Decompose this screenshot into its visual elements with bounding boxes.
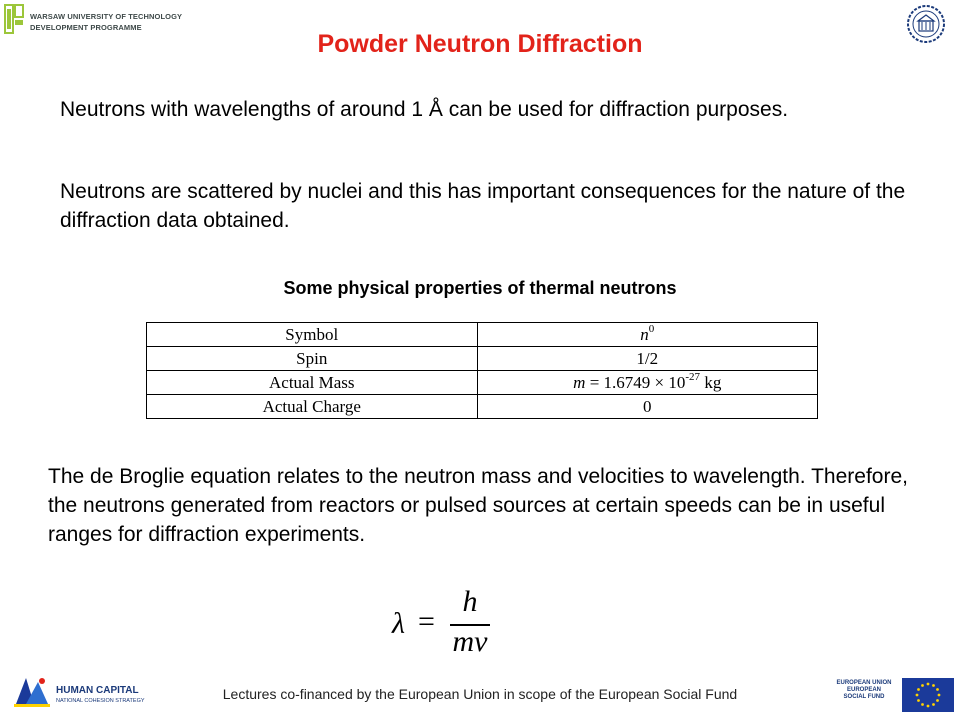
mass-unit: kg: [700, 372, 722, 392]
human-capital-logo: [12, 672, 152, 712]
eu-flag-icon: [902, 678, 954, 712]
paragraph-scattering: Neutrons are scattered by nuclei and this has important consequences for the nature of the diffraction data obtained.: [60, 180, 906, 232]
wut-logo-line2: DEVELOPMENT PROGRAMME: [30, 23, 142, 32]
table-title: Some physical properties of thermal neutrons: [283, 278, 677, 298]
table-row: [147, 395, 818, 419]
footer-text: Lectures co-financed by the European Union in scope of the European Social Fund: [222, 686, 738, 702]
mass-symbol: m: [573, 372, 586, 392]
table-cell-property: Actual Charge: [147, 395, 478, 419]
equation-equals: =: [418, 605, 435, 638]
table-cell-value: [477, 371, 818, 395]
eu-line-1: EUROPEAN UNION: [836, 680, 892, 686]
table-cell-property: Actual Mass: [147, 371, 478, 395]
mass-value: = 1.6749 × 10: [585, 372, 686, 392]
symbol-n: n: [640, 324, 649, 344]
eu-logo: [828, 676, 956, 716]
equation-numerator: h: [462, 585, 478, 618]
human-capital-mark-icon: [12, 674, 52, 708]
paragraph-de-broglie: The de Broglie equation relates to the neutron mass and velocities to wavelength. Therefore, the neutrons generated from reactors or pulsed sources at certain speeds can be in useful ranges for diffraction experiments.: [48, 465, 908, 546]
eu-logo-text: [828, 680, 900, 701]
table-row: [147, 371, 818, 395]
eu-line-2: EUROPEAN: [846, 687, 881, 693]
human-capital-subtitle: NATIONAL COHESION STRATEGY: [56, 698, 145, 704]
eu-line-3: SOCIAL FUND: [843, 694, 885, 700]
table-cell-value: 0: [477, 395, 818, 419]
neutron-properties-table: [146, 322, 818, 419]
table-row: [147, 347, 818, 371]
page-title: Powder Neutron Diffraction: [317, 30, 643, 58]
de-broglie-equation: [392, 585, 502, 658]
table-row: [147, 323, 818, 347]
human-capital-name: HUMAN CAPITAL: [56, 685, 139, 696]
table-cell-value: [477, 323, 818, 347]
equation-denominator: mv: [452, 625, 488, 658]
table-cell-property: Spin: [147, 347, 478, 371]
table-cell-value: 1/2: [477, 347, 818, 371]
equation-lambda: λ: [392, 607, 405, 640]
symbol-superscript: 0: [648, 322, 655, 335]
paragraph-wavelength: Neutrons with wavelengths of around 1 Å can be used for diffraction purposes.: [60, 98, 789, 121]
mass-exponent: -27: [685, 370, 701, 383]
wut-logo-line1: WARSAW UNIVERSITY OF TECHNOLOGY: [30, 12, 183, 21]
table-cell-property: Symbol: [147, 323, 478, 347]
